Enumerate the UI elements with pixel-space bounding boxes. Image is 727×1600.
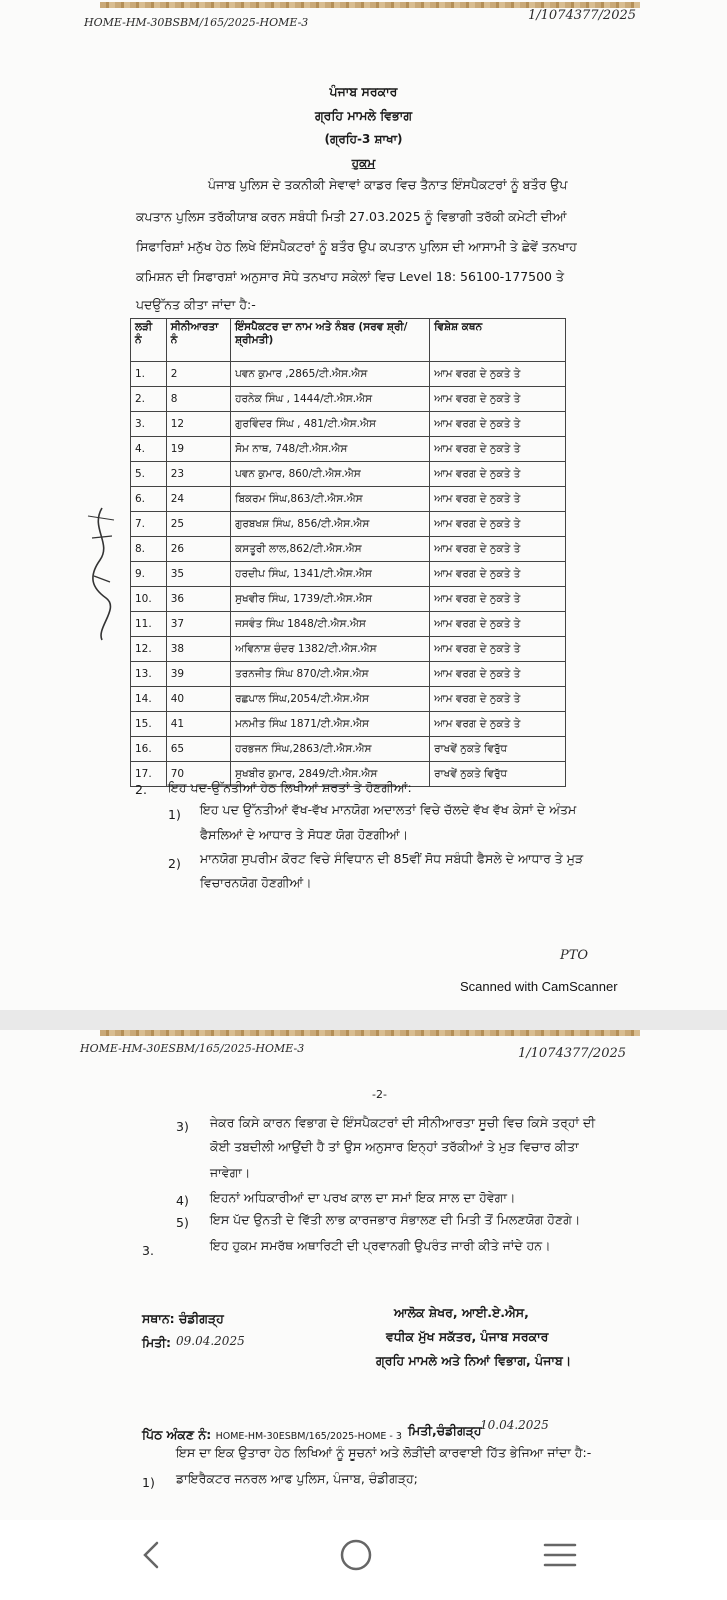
sub-item-text: ਕੋਈ ਤਬਦੀਲੀ ਆਉਂਦੀ ਹੈ ਤਾਂ ਉਸ ਅਨੁਸਾਰ ਇਨ੍ਹਾਂ ਤਰੱਕੀਆਂ ਤੇ ਮੁੜ ਵਿਚਾਰ ਕੀਤਾ: [210, 1139, 579, 1154]
table-row: [131, 612, 566, 637]
date-value: 09.04.2025: [176, 1334, 245, 1348]
seniority-cell: 19: [166, 437, 230, 462]
endorsement-number: HOME-HM-30ESBM/165/2025-HOME - 3: [215, 1431, 402, 1442]
table-row: [131, 562, 566, 587]
serial-cell: 4.: [131, 437, 167, 462]
officer-name-cell: ਸੁਖਵੀਰ ਸਿੰਘ, 1739/ਟੀ.ਐਸ.ਐਸ: [231, 587, 430, 612]
table-row: [131, 637, 566, 662]
officer-name-cell: ਪਵਨ ਕੁਮਾਰ, 860/ਟੀ.ਐਸ.ਐਸ: [231, 462, 430, 487]
sub-item-text: ਇਹਨਾਂ ਅਧਿਕਾਰੀਆਂ ਦਾ ਪਰਖ ਕਾਲ ਦਾ ਸਮਾਂ ਇਕ ਸਾਲ ਦਾ ਹੋਵੇਗਾ।: [210, 1190, 516, 1205]
diary-number: 1/1074377/2025: [528, 8, 637, 23]
seniority-cell: 25: [166, 512, 230, 537]
pto-note: PTO: [560, 948, 589, 963]
remarks-cell: ਆਮ ਵਰਗ ਦੇ ਨੁਕਤੇ ਤੇ: [430, 637, 566, 662]
column-header-serial: ਲੜੀ ਨੰ: [131, 319, 167, 362]
heading-branch: (ਗ੍ਰਹਿ-3 ਸ਼ਾਖਾ): [324, 132, 403, 146]
system-navigation-bar: [0, 1520, 727, 1600]
chevron-left-icon: [139, 1540, 163, 1570]
document-page-2: [0, 1030, 727, 1520]
seniority-cell: 12: [166, 412, 230, 437]
recipient-number: 1): [142, 1475, 155, 1490]
recipient-text: ਡਾਇਰੈਕਟਰ ਜਨਰਲ ਆਫ ਪੁਲਿਸ, ਪੰਜਾਬ, ਚੰਡੀਗੜ੍ਹ;: [176, 1471, 418, 1486]
serial-cell: 17.: [131, 762, 167, 787]
serial-cell: 10.: [131, 587, 167, 612]
officer-name-cell: ਸੁਖਬੀਰ ਕੁਮਾਰ, 2849/ਟੀ.ਐਸ.ਐਸ: [231, 762, 430, 787]
remarks-cell: ਆਮ ਵਰਗ ਦੇ ਨੁਕਤੇ ਤੇ: [430, 512, 566, 537]
table-body: [131, 362, 566, 787]
serial-cell: 9.: [131, 562, 167, 587]
officer-name-cell: ਪਵਨ ਕੁਮਾਰ ,2865/ਟੀ.ਐਸ.ਐਸ: [231, 362, 430, 387]
seniority-cell: 24: [166, 487, 230, 512]
paragraph-line: ਕਮਿਸ਼ਨ ਦੀ ਸਿਫਾਰਸ਼ਾਂ ਅਨੁਸਾਰ ਸੋਧੇ ਤਨਖਾਹ ਸਕੇਲਾਂ ਵਿਚ Level 18: 56100-177500 ਤੇ: [136, 269, 564, 284]
table-row: [131, 387, 566, 412]
serial-cell: 8.: [131, 537, 167, 562]
signatory-title: ਵਧੀਕ ਮੁੱਖ ਸਕੱਤਰ, ਪੰਜਾਬ ਸਰਕਾਰ: [386, 1329, 549, 1344]
seniority-cell: 65: [166, 737, 230, 762]
remarks-cell: ਆਮ ਵਰਗ ਦੇ ਨੁਕਤੇ ਤੇ: [430, 562, 566, 587]
seniority-cell: 40: [166, 687, 230, 712]
sub-item-text: ਮਾਨਯੋਗ ਸੁਪਰੀਮ ਕੋਰਟ ਵਿਚੇ ਸੰਵਿਧਾਨ ਦੀ 85ਵੀਂ ਸੋਧ ਸਬੰਧੀ ਫੈਸਲੇ ਦੇ ਆਧਾਰ ਤੇ ਮੁੜ: [200, 851, 584, 866]
serial-cell: 2.: [131, 387, 167, 412]
table-row: [131, 587, 566, 612]
paper-edge: [100, 1030, 640, 1036]
seniority-cell: 26: [166, 537, 230, 562]
serial-cell: 5.: [131, 462, 167, 487]
serial-cell: 3.: [131, 412, 167, 437]
heading-order: ਹੁਕਮ: [351, 156, 376, 170]
serial-cell: 15.: [131, 712, 167, 737]
remarks-cell: ਆਮ ਵਰਗ ਦੇ ਨੁਕਤੇ ਤੇ: [430, 437, 566, 462]
scanner-watermark: Scanned with CamScanner: [460, 979, 618, 994]
remarks-cell: ਆਮ ਵਰਗ ਦੇ ਨੁਕਤੇ ਤੇ: [430, 537, 566, 562]
serial-cell: 12.: [131, 637, 167, 662]
officer-name-cell: ਹਰਭਜਨ ਸਿੰਘ,2863/ਟੀ.ਐਸ.ਐਸ: [231, 737, 430, 762]
remarks-cell: ਆਮ ਵਰਗ ਦੇ ਨੁਕਤੇ ਤੇ: [430, 412, 566, 437]
seniority-cell: 23: [166, 462, 230, 487]
column-header-seniority: ਸੀਨੀਆਰਤਾ ਨੰ: [166, 319, 230, 362]
remarks-cell: ਰਾਖਵੇਂ ਨੁਕਤੇ ਵਿਰੁੱਧ: [430, 762, 566, 787]
signatory-department: ਗ੍ਰਹਿ ਮਾਮਲੇ ਅਤੇ ਨਿਆਂ ਵਿਭਾਗ, ਪੰਜਾਬ।: [376, 1353, 572, 1368]
table-row: [131, 537, 566, 562]
sub-item-text: ਇਹ ਪਦ ਉੱਨਤੀਆਂ ਵੱਖ-ਵੱਖ ਮਾਨਯੋਗ ਅਦਾਲਤਾਂ ਵਿਚੇ ਚੱਲਦੇ ਵੱਖ ਵੱਖ ਕੇਸਾਂ ਦੇ ਅੰਤਮ: [200, 802, 577, 817]
column-header-name: ਇੰਸਪੈਕਟਰ ਦਾ ਨਾਮ ਅਤੇ ਨੰਬਰ (ਸਰਵ ਸ਼੍ਰੀ/ਸ਼੍ਰੀਮਤੀ): [231, 319, 430, 362]
table-row: [131, 437, 566, 462]
item-text: ਇਹ ਹੁਕਮ ਸਮਰੱਥ ਅਥਾਰਿਟੀ ਦੀ ਪ੍ਰਵਾਨਗੀ ਉਪਰੰਤ ਜਾਰੀ ਕੀਤੇ ਜਾਂਦੇ ਹਨ।: [210, 1238, 551, 1253]
sub-item-number: 2): [168, 856, 181, 871]
seniority-cell: 70: [166, 762, 230, 787]
promotion-table: [130, 318, 566, 787]
sub-item-text: ਇਸ ਪੱਦ ਉਨਤੀ ਦੇ ਵਿੱਤੀ ਲਾਭ ਕਾਰਜਭਾਰ ਸੰਭਾਲਣ ਦੀ ਮਿਤੀ ਤੋਂ ਮਿਲਣਯੋਗ ਹੋਣਗੇ।: [210, 1212, 581, 1227]
serial-cell: 7.: [131, 512, 167, 537]
home-button[interactable]: [326, 1530, 386, 1580]
remarks-cell: ਆਮ ਵਰਗ ਦੇ ਨੁਕਤੇ ਤੇ: [430, 662, 566, 687]
table-row: [131, 737, 566, 762]
seniority-cell: 8: [166, 387, 230, 412]
officer-name-cell: ਰਛਪਾਲ ਸਿੰਘ,2054/ਟੀ.ਐਸ.ਐਸ: [231, 687, 430, 712]
hamburger-menu-icon: [543, 1541, 577, 1569]
circle-home-icon: [339, 1538, 373, 1572]
remarks-cell: ਆਮ ਵਰਗ ਦੇ ਨੁਕਤੇ ਤੇ: [430, 387, 566, 412]
item-number: 2.: [135, 782, 147, 797]
page-separator: [0, 1010, 727, 1030]
officer-name-cell: ਹਰਦੀਪ ਸਿੰਘ, 1341/ਟੀ.ਐਸ.ਐਸ: [231, 562, 430, 587]
diary-number: 1/1074377/2025: [518, 1046, 627, 1061]
date-label: ਮਿਤੀ:: [142, 1335, 172, 1350]
file-reference: HOME-HM-30ESBM/165/2025-HOME-3: [80, 1042, 305, 1055]
remarks-cell: ਰਾਖਵੇਂ ਨੁਕਤੇ ਵਿਰੁੱਧ: [430, 737, 566, 762]
serial-cell: 13.: [131, 662, 167, 687]
paragraph-line: ਪੰਜਾਬ ਪੁਲਿਸ ਦੇ ਤਕਨੀਕੀ ਸੇਵਾਵਾਂ ਕਾਡਰ ਵਿਚ ਤੈਨਾਤ ਇੰਸਪੈਕਟਰਾਂ ਨੂੰ ਬਤੌਰ ਉਪ: [208, 177, 568, 192]
seniority-cell: 37: [166, 612, 230, 637]
sub-item-number: 4): [176, 1193, 189, 1208]
table-row: [131, 687, 566, 712]
remarks-cell: ਆਮ ਵਰਗ ਦੇ ਨੁਕਤੇ ਤੇ: [430, 462, 566, 487]
officer-name-cell: ਸੋਮ ਨਾਥ, 748/ਟੀ.ਐਸ.ਐਸ: [231, 437, 430, 462]
remarks-cell: ਆਮ ਵਰਗ ਦੇ ਨੁਕਤੇ ਤੇ: [430, 487, 566, 512]
remarks-cell: ਆਮ ਵਰਗ ਦੇ ਨੁਕਤੇ ਤੇ: [430, 362, 566, 387]
table-row: [131, 412, 566, 437]
sub-item-text: ਵਿਚਾਰਨਯੋਗ ਹੋਣਗੀਆਂ।: [200, 875, 312, 890]
seniority-cell: 39: [166, 662, 230, 687]
heading-department: ਗ੍ਰਹਿ ਮਾਮਲੇ ਵਿਭਾਗ: [314, 108, 413, 123]
sub-item-number: 1): [168, 807, 181, 822]
paragraph-line: ਕਪਤਾਨ ਪੁਲਿਸ ਤਰੱਕੀਯਾਬ ਕਰਨ ਸਬੰਧੀ ਮਿਤੀ 27.03.2025 ਨੂੰ ਵਿਭਾਗੀ ਤਰੱਕੀ ਕਮੇਟੀ ਦੀਆਂ: [136, 209, 567, 224]
seniority-cell: 2: [166, 362, 230, 387]
page-number: -2-: [372, 1088, 387, 1101]
officer-name-cell: ਮਨਮੀਤ ਸਿੰਘ 1871/ਟੀ.ਐਸ.ਐਸ: [231, 712, 430, 737]
sub-item-text: ਜੇਕਰ ਕਿਸੇ ਕਾਰਨ ਵਿਭਾਗ ਦੇ ਇੰਸਪੈਕਟਰਾਂ ਦੀ ਸੀਨੀਆਰਤਾ ਸੂਚੀ ਵਿਚ ਕਿਸੇ ਤਰ੍ਹਾਂ ਦੀ: [210, 1115, 596, 1130]
seniority-cell: 35: [166, 562, 230, 587]
serial-cell: 6.: [131, 487, 167, 512]
item-number: 3.: [142, 1243, 154, 1258]
file-reference: HOME-HM-30BSBM/165/2025-HOME-3: [84, 16, 309, 29]
remarks-cell: ਆਮ ਵਰਗ ਦੇ ਨੁਕਤੇ ਤੇ: [430, 587, 566, 612]
table-header-row: [131, 319, 566, 362]
remarks-cell: ਆਮ ਵਰਗ ਦੇ ਨੁਕਤੇ ਤੇ: [430, 687, 566, 712]
serial-cell: 16.: [131, 737, 167, 762]
serial-cell: 14.: [131, 687, 167, 712]
table-row: [131, 512, 566, 537]
place-label: ਸਥਾਨ: ਚੰਡੀਗੜ੍ਹ: [142, 1311, 224, 1326]
paragraph-line: ਸਿਫਾਰਿਸ਼ਾਂ ਮਨੁੱਖ ਹੇਠ ਲਿਖੇ ਇੰਸਪੈਕਟਰਾਂ ਨੂੰ ਬਤੌਰ ਉਪ ਕਪਤਾਨ ਪੁਲਿਸ ਦੀ ਆਸਾਮੀ ਤੇ ਛੇਵੇਂ ਤਨਖਾਹ: [136, 239, 577, 254]
signatory-name: ਆਲੋਕ ਸ਼ੇਖਰ, ਆਈ.ਏ.ਐਸ,: [394, 1305, 529, 1320]
officer-name-cell: ਗੁਰਬਖਸ਼ ਸਿੰਘ, 856/ਟੀ.ਐਸ.ਐਸ: [231, 512, 430, 537]
remarks-cell: ਆਮ ਵਰਗ ਦੇ ਨੁਕਤੇ ਤੇ: [430, 612, 566, 637]
copy-forward-line: ਇਸ ਦਾ ਇਕ ਉਤਾਰਾ ਹੇਠ ਲਿਖਿਆਂ ਨੂੰ ਸੂਚਨਾਂ ਅਤੇ ਲੋੜੀਂਦੀ ਕਾਰਵਾਈ ਹਿੱਤ ਭੇਜਿਆ ਜਾਂਦਾ ਹੈ:-: [176, 1445, 592, 1460]
officer-name-cell: ਕਸਤੂਰੀ ਲਾਲ,862/ਟੀ.ਐਸ.ਐਸ: [231, 537, 430, 562]
sub-item-text: ਫੈਸਲਿਆਂ ਦੇ ਆਧਾਰ ਤੇ ਸੋਧਣ ਯੋਗ ਹੋਣਗੀਆਂ।: [200, 827, 409, 842]
endorsement-label-text: ਪਿੱਠ ਅੰਕਣ ਨੰ:: [142, 1427, 212, 1442]
table-row: [131, 362, 566, 387]
table-row: [131, 462, 566, 487]
officer-name-cell: ਜਸਵੰਤ ਸਿੰਘ 1848/ਟੀ.ਐਸ.ਐਸ: [231, 612, 430, 637]
serial-cell: 1.: [131, 362, 167, 387]
sub-item-number: 5): [176, 1215, 189, 1230]
table-row: [131, 662, 566, 687]
seniority-cell: 36: [166, 587, 230, 612]
officer-name-cell: ਹਰਨੇਕ ਸਿੰਘ , 1444/ਟੀ.ਐਸ.ਐਸ: [231, 387, 430, 412]
heading-government: ਪੰਜਾਬ ਸਰਕਾਰ: [329, 84, 398, 99]
sub-item-number: 3): [176, 1119, 189, 1134]
recent-apps-button[interactable]: [530, 1530, 590, 1580]
paragraph-line: ਪਦਉੱਨਤ ਕੀਤਾ ਜਾਂਦਾ ਹੈ:-: [136, 297, 256, 312]
table-row: [131, 487, 566, 512]
sub-item-text: ਜਾਵੇਗਾ।: [210, 1165, 251, 1180]
back-button[interactable]: [121, 1530, 181, 1580]
endorsement-date-label: ਮਿਤੀ,ਚੰਡੀਗੜ੍ਹ: [408, 1423, 482, 1438]
margin-signature: [82, 498, 122, 648]
officer-name-cell: ਤਰਨਜੀਤ ਸਿੰਘ 870/ਟੀ.ਐਸ.ਐਸ: [231, 662, 430, 687]
item-text: ਇਹ ਪਦ-ਉੱਨਤੀਆਂ ਹੇਠ ਲਿਖੀਆਂ ਸ਼ਰਤਾਂ ਤੇ ਹੋਣਗੀਆਂ:: [168, 780, 412, 795]
officer-name-cell: ਬਿਕਰਮ ਸਿੰਘ,863/ਟੀ.ਐਸ.ਐਸ: [231, 487, 430, 512]
officer-name-cell: ਗੁਰਵਿੰਦਰ ਸਿੰਘ , 481/ਟੀ.ਐਸ.ਐਸ: [231, 412, 430, 437]
seniority-cell: 41: [166, 712, 230, 737]
serial-cell: 11.: [131, 612, 167, 637]
table-row: [131, 712, 566, 737]
column-header-remarks: ਵਿਸ਼ੇਸ਼ ਕਥਨ: [430, 319, 566, 362]
officer-name-cell: ਅਵਿਨਾਸ਼ ਚੰਦਰ 1382/ਟੀ.ਐਸ.ਐਸ: [231, 637, 430, 662]
seniority-cell: 38: [166, 637, 230, 662]
endorsement-date: 10.04.2025: [480, 1418, 549, 1432]
remarks-cell: ਆਮ ਵਰਗ ਦੇ ਨੁਕਤੇ ਤੇ: [430, 712, 566, 737]
